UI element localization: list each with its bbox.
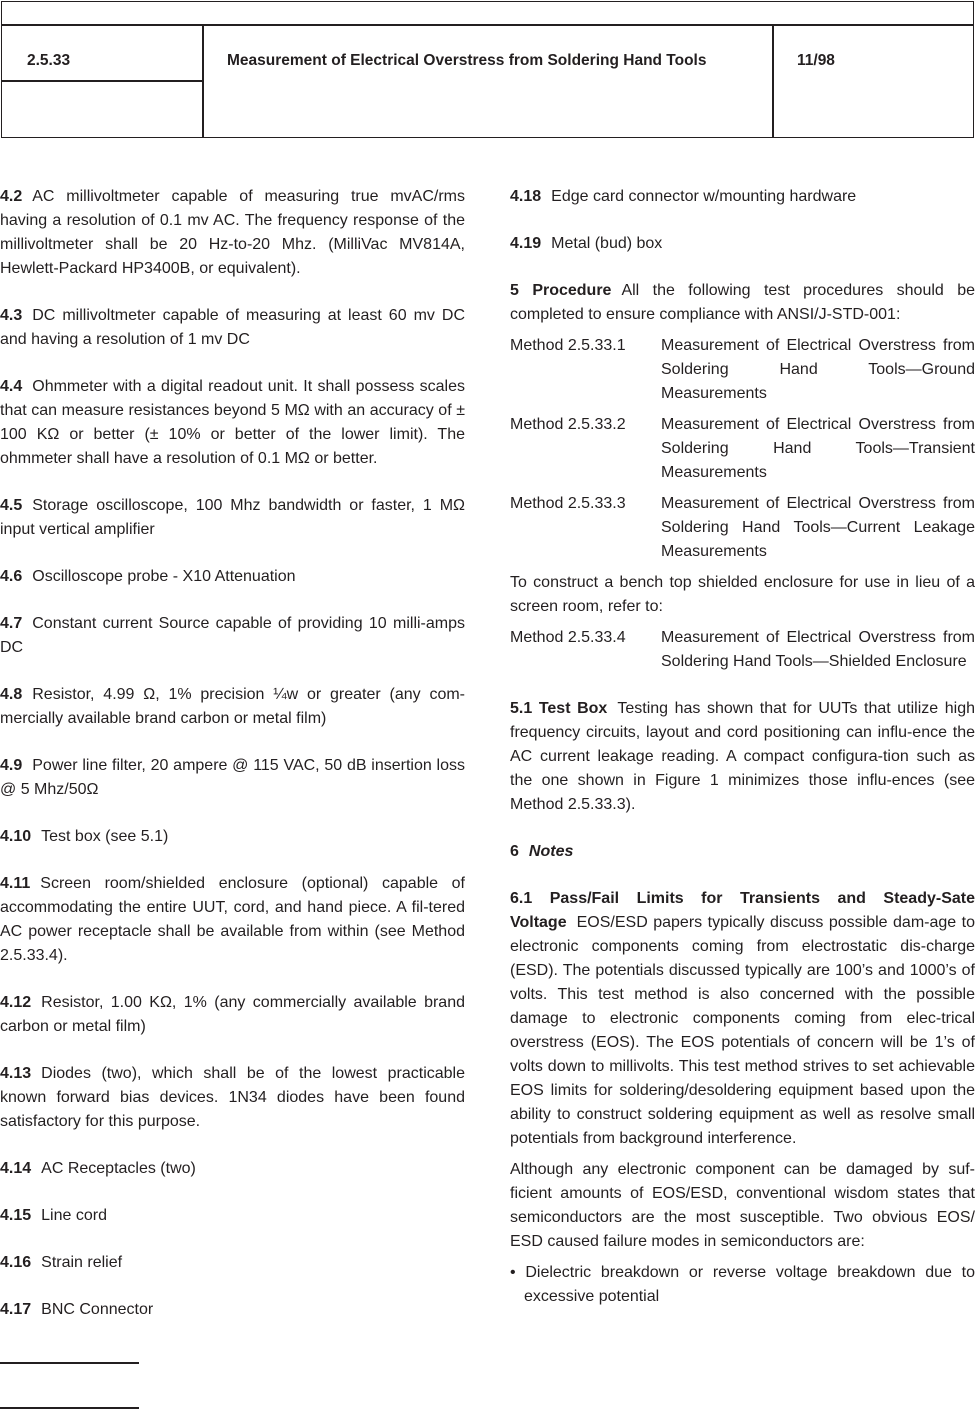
header-divider xyxy=(2,24,973,26)
although-paragraph: Although any electronic component can be damaged by suf-ficient amounts of EOS/ESD, conventional wisdom states that semiconductors are the most susceptible. Two obvious EOS/ ESD caused failure modes in semiconductors are: xyxy=(510,1161,975,1250)
header-divider xyxy=(772,24,774,137)
method-reference: Method 2.5.33.4 Measurement of Electrical Overstress from Soldering Hand Tools—Shielded Enclosure xyxy=(510,629,975,670)
construct-paragraph: To construct a bench top shielded enclosure for use in lieu of a screen room, refer to: xyxy=(510,574,975,615)
list-item: 4.6 Oscilloscope probe - X10 Attenuation xyxy=(0,568,296,585)
test-box-paragraph: 5.1 Test Box Testing has shown that for UUTs that utilize high frequency circuits, layout and cord positioning can influ-ence the AC current leakage reading. A compact configura-tion such as the one shown in Figure 1 minimizes those influ-ences (see Method 2.5.33.3). xyxy=(510,700,975,813)
list-item: 4.12 Resistor, 1.00 KΩ, 1% (any commercially available brand carbon or metal film) xyxy=(0,994,465,1035)
list-item: 4.14 AC Receptacles (two) xyxy=(0,1160,196,1177)
pass-fail-paragraph: 6.1 Pass/Fail Limits for Transients and Steady-Sate Voltage EOS/ESD papers typically discuss possible dam-age to electronic components coming from electrostatic dis-charge (ESD). The potentials discussed typically are 100’s and 1000’s of volts. This test method is also concerned with the possible damage to electronic components coming from elec-trical overstress (EOS). The EOS potentials of concern will be 1’s of volts down to millivolts. This test method strives to set achievable EOS limits for soldering/desoldering equipment based upon the ability to construct soldering equipment as well as resolve small potentials from background interference. xyxy=(510,890,975,1147)
right-column xyxy=(510,185,975,1309)
section-number: 2.5.33 xyxy=(27,52,71,69)
list-item: 4.5 Storage oscilloscope, 100 Mhz bandwidth or faster, 1 MΩ input vertical amplifier xyxy=(0,497,465,538)
list-item: 4.8 Resistor, 4.99 Ω, 1% precision ¼w or greater (any com-mercially available brand carbon or metal film) xyxy=(0,686,465,727)
procedure-paragraph: 5 Procedure All the following test procedures should be completed to ensure compliance with ANSI/J-STD-001: xyxy=(510,282,975,323)
list-item: 4.18 Edge card connector w/mounting hardware xyxy=(510,188,857,205)
list-item: 4.13 Diodes (two), which shall be of the lowest practicable known forward bias devices. 1N34 diodes have been found satisfactory for this purpose. xyxy=(0,1065,465,1130)
header-divider xyxy=(2,80,202,82)
list-item: 4.16 Strain relief xyxy=(0,1254,123,1271)
bullet-item: • Dielectric breakdown or reverse voltage breakdown due to excessive potential xyxy=(510,1264,975,1305)
left-column xyxy=(0,185,465,1345)
list-item: 4.4 Ohmmeter with a digital readout unit. It shall possess scales that can measure resistances beyond 5 MΩ with an accuracy of ± 100 KΩ or better (± 10% or better of the lower limit). The ohmmeter shall have a resolution of 0.1 MΩ or better. xyxy=(0,378,465,467)
header-table xyxy=(1,1,974,138)
method-reference: Method 2.5.33.2 Measurement of Electrical Overstress from Soldering Hand Tools—Transient Measurements xyxy=(510,416,975,481)
method-reference: Method 2.5.33.3 Measurement of Electrical Overstress from Soldering Hand Tools—Current Leakage Measurements xyxy=(510,495,975,560)
list-item: 4.19 Metal (bud) box xyxy=(510,235,663,252)
document-title: Measurement of Electrical Overstress from Soldering Hand Tools xyxy=(227,52,707,69)
notes-heading: 6 Notes xyxy=(510,843,574,860)
method-reference: Method 2.5.33.1 Measurement of Electrical Overstress from Soldering Hand Tools—Ground Measurements xyxy=(510,337,975,402)
list-item: 4.15 Line cord xyxy=(0,1207,107,1224)
revision-date: 11/98 xyxy=(797,52,835,69)
list-item: 4.11 Screen room/shielded enclosure (optional) capable of accommodating the entire UUT, cord, and hand piece. A fil-tered AC power receptacle shall be available from within (see Method 2.5.33.4). xyxy=(0,875,465,964)
list-item: 4.10 Test box (see 5.1) xyxy=(0,828,169,845)
footnote-rule xyxy=(0,1362,139,1364)
header-divider xyxy=(202,24,204,137)
list-item: 4.7 Constant current Source capable of providing 10 milli-amps DC xyxy=(0,615,465,656)
list-item: 4.2 AC millivoltmeter capable of measuring true mvAC/rms having a resolution of 0.1 mv AC. The frequency response of the millivoltmeter shall be 20 Hz-to-20 Mhz. (MilliVac MV814A, Hewlett-Packard HP3400B, or equivalent). xyxy=(0,188,465,277)
list-item: 4.9 Power line filter, 20 ampere @ 115 VAC, 50 dB insertion loss @ 5 Mhz/50Ω xyxy=(0,757,465,798)
list-item: 4.17 BNC Connector xyxy=(0,1301,154,1318)
list-item: 4.3 DC millivoltmeter capable of measuring at least 60 mv DC and having a resolution of 1 mv DC xyxy=(0,307,465,348)
